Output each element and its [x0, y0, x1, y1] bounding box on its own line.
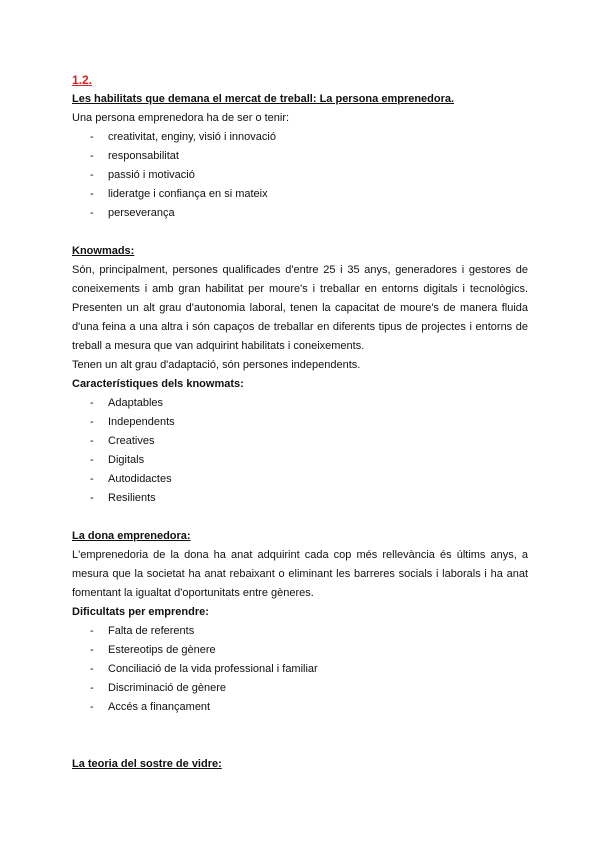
- paragraph-line: d'una feina a una altra i són capaços de treballar en diferents tipus de projectes i entorns de: [72, 321, 528, 333]
- document-page: [72, 70, 528, 774]
- list-item: [72, 679, 528, 698]
- list-item-text: responsabilitat: [108, 150, 179, 162]
- section1-intro: Una persona emprenedora ha de ser o tenir:: [72, 112, 290, 124]
- bullet-dash: -: [90, 169, 94, 181]
- list-item-text: lideratge i confiança en si mateix: [108, 188, 268, 200]
- list-item-text: Discriminació de gènere: [108, 682, 226, 694]
- list-item: [72, 489, 528, 508]
- list-item-text: Estereotips de gènere: [108, 644, 216, 656]
- list-item-text: Independents: [108, 416, 175, 428]
- list-item-text: perseverança: [108, 207, 175, 219]
- list-item: [72, 451, 528, 470]
- list-item-text: Conciliació de la vida professional i familiar: [108, 663, 318, 675]
- bullet-dash: -: [90, 492, 94, 504]
- section3-list: [72, 622, 528, 717]
- section1-list: [72, 128, 528, 223]
- list-item: [72, 147, 528, 166]
- list-item-text: Adaptables: [108, 397, 164, 409]
- list-item: [72, 641, 528, 660]
- section2-heading: Knowmads:: [72, 245, 135, 257]
- section-number: 1.2.: [72, 73, 93, 87]
- list-item: [72, 128, 528, 147]
- section2-paragraph: [72, 261, 528, 356]
- section4-heading: La teoria del sostre de vidre:: [72, 758, 222, 770]
- list-item: [72, 413, 528, 432]
- list-item: [72, 204, 528, 223]
- list-item: [72, 394, 528, 413]
- bullet-dash: -: [90, 416, 94, 428]
- list-item: [72, 470, 528, 489]
- paragraph-line: Presenten un alt grau d'autonomia laboral, tenen la capacitat de moure's de manera fluida: [72, 302, 528, 314]
- list-item: [72, 185, 528, 204]
- paragraph-line: mesura que la societat ha anat rebaixant o eliminant les barreres socials i laborals i ha anat: [72, 568, 528, 580]
- section2-paragraph2: Tenen un alt grau d'adaptació, són persones independents.: [72, 359, 361, 371]
- bullet-dash: -: [90, 454, 94, 466]
- list-item: [72, 660, 528, 679]
- paragraph-line: L'emprenedoria de la dona ha anat adquirint cada cop més rellevància és últims anys, a: [72, 549, 528, 561]
- list-item-text: Creatives: [108, 435, 155, 447]
- bullet-dash: -: [90, 131, 94, 143]
- list-item-text: Autodidactes: [108, 473, 172, 485]
- paragraph-line: fomentant la igualtat d'oportunitats entre gèneres.: [72, 587, 314, 599]
- bullet-dash: -: [90, 701, 94, 713]
- bullet-dash: -: [90, 207, 94, 219]
- list-item-text: Resilients: [108, 492, 156, 504]
- section3-heading: La dona emprenedora:: [72, 530, 191, 542]
- list-item: [72, 166, 528, 185]
- section1-heading: Les habilitats que demana el mercat de treball: La persona emprenedora.: [72, 93, 455, 105]
- section2-list: [72, 394, 528, 508]
- bullet-dash: -: [90, 435, 94, 447]
- list-item-text: creativitat, enginy, visió i innovació: [108, 131, 276, 143]
- bullet-dash: -: [90, 150, 94, 162]
- section2-subheading: Característiques dels knowmats:: [72, 378, 244, 390]
- list-item: [72, 432, 528, 451]
- bullet-dash: -: [90, 188, 94, 200]
- bullet-dash: -: [90, 644, 94, 656]
- section3-paragraph: [72, 546, 528, 603]
- list-item-text: passió i motivació: [108, 169, 195, 181]
- section3-subheading: Dificultats per emprendre:: [72, 606, 209, 618]
- bullet-dash: -: [90, 625, 94, 637]
- list-item-text: Falta de referents: [108, 625, 195, 637]
- bullet-dash: -: [90, 663, 94, 675]
- paragraph-line: treball a mesura que van adquirint habilitats i coneixements.: [72, 340, 365, 352]
- paragraph-line: Són, principalment, persones qualificades d'entre 25 i 35 anys, generadores i gestores de: [72, 264, 528, 276]
- bullet-dash: -: [90, 682, 94, 694]
- paragraph-line: coneixements i amb gran habilitat per moure's i treballar en entorns digitals i tecnològics.: [72, 283, 528, 295]
- list-item-text: Accés a finançament: [108, 701, 211, 713]
- list-item: [72, 622, 528, 641]
- bullet-dash: -: [90, 473, 94, 485]
- list-item-text: Digitals: [108, 454, 145, 466]
- list-item: [72, 698, 528, 717]
- bullet-dash: -: [90, 397, 94, 409]
